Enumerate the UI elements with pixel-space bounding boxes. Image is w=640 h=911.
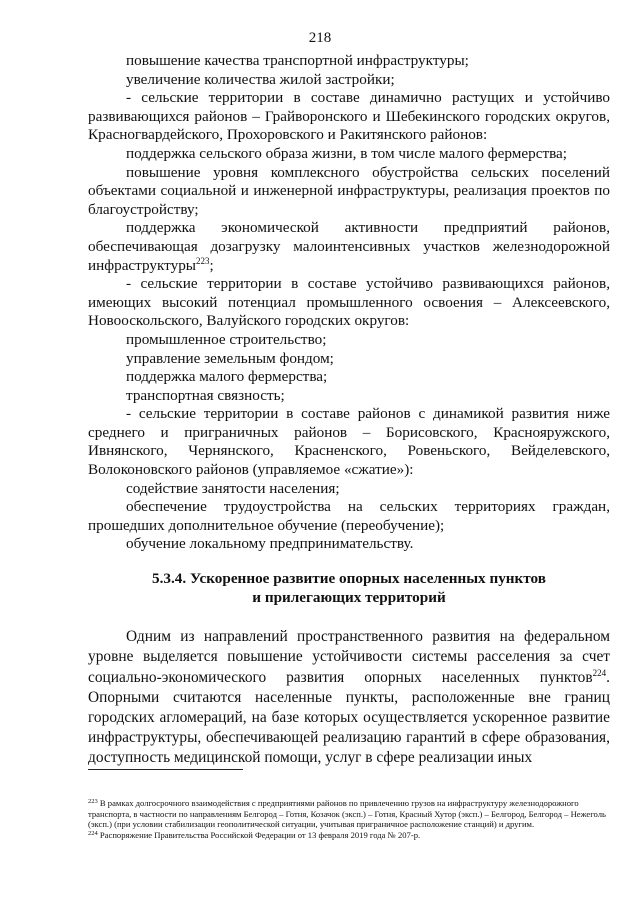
list-item: управление земельным фондом; xyxy=(126,349,334,367)
paragraph-text: . Опорными считаются населенные пункты, расположенные вне границ городских агломераций, на базе которых осуществляется ускоренное развитие инфраструктуры, обеспечивающей реализацию гарантий в сфере образования, доступность медицинской помощи, услуг в сфере реализации иных xyxy=(88,668,610,767)
list-item: обучение локальному предпринимательству. xyxy=(126,535,414,553)
footnotes xyxy=(88,798,610,840)
paragraph-text: Одним из направлений пространственного развития на федеральном уровне выделяется повышение устойчивости системы расселения за счет социально-экономического развития опорных населенных пунктов xyxy=(88,628,610,686)
page-number: 218 xyxy=(308,30,332,46)
footnote-ref-224[interactable]: 224 xyxy=(592,667,607,678)
list-item: промышленное строительство; xyxy=(126,330,327,348)
footnote-divider xyxy=(88,769,243,770)
list-item: - сельские территории в составе динамично растущих и устойчиво развивающихся районов – Грайворонского и Шебекинского городских округов, Красногвардейского, Прохоровского и Ракитянского районов: xyxy=(88,89,610,144)
footnote xyxy=(88,830,610,841)
footnote-number: 223 xyxy=(88,798,98,805)
list-item: содействие занятости населения; xyxy=(126,479,340,497)
footnote xyxy=(88,798,610,830)
section-heading xyxy=(88,570,610,607)
footnote-number: 224 xyxy=(88,829,98,837)
list-item-text: поддержка экономической активности предприятий районов, обеспечивающая дозагрузку малоинтенсивных участков железнодорожной инфраструктуры xyxy=(88,219,610,274)
document-body xyxy=(88,52,610,769)
list-item: увеличение количества жилой застройки; xyxy=(126,70,395,88)
list-item: повышение качества транспортной инфраструктуры; xyxy=(126,52,469,69)
section-heading-line: 5.3.4. Ускоренное развитие опорных населенных пунктов xyxy=(152,570,546,588)
list-item: транспортная связность; xyxy=(126,386,285,404)
list-item: повышение уровня комплексного обустройства сельских поселений объектами социальной и инженерной инфраструктуры, реализация проектов по благоустройству; xyxy=(88,163,610,218)
list-item: обеспечение трудоустройства на сельских территориях граждан, прошедших дополнительное обучение (переобучение); xyxy=(88,498,610,534)
footnote-text: В рамках долгосрочного взаимодействия с предприятиями районов по привлечению грузов на инфраструктуру железнодорожного транспорта, в частности по направлениям Белгород – Готня, Козачок (эксп.) – Готня, Красный Хутор (эксп.) – Белгород, Белгород – Нежеголь (эксп.) (при условии стабилизации геополитической ситуации, учитывая приграничное расположение станций) и другим. xyxy=(88,798,606,830)
footnote-text: Распоряжение Правительства Российской Федерации от 13 февраля 2019 года № 207-р. xyxy=(99,829,421,840)
list-item: - сельские территории в составе устойчиво развивающихся районов, имеющих высокий потенциал промышленного освоения – Алексеевского, Новооскольского, Валуйского городских округов: xyxy=(88,275,610,330)
section-heading-line: и прилегающих территорий xyxy=(252,588,446,606)
list-item xyxy=(88,219,610,275)
footnote-ref-223[interactable]: 223 xyxy=(196,255,210,266)
list-item: поддержка малого фермерства; xyxy=(126,368,328,386)
list-item: поддержка сельского образа жизни, в том числе малого фермерства; xyxy=(126,144,568,162)
main-paragraph xyxy=(88,627,610,768)
list-item-end: ; xyxy=(209,256,214,274)
list-item: - сельские территории в составе районов с динамикой развития ниже среднего и приграничных районов – Борисовского, Краснояружского, Ивнянского, Чернянского, Красненского, Ровеньского, Вейделевского, Волоконовского районов (управляемое «сжатие»): xyxy=(88,405,610,479)
